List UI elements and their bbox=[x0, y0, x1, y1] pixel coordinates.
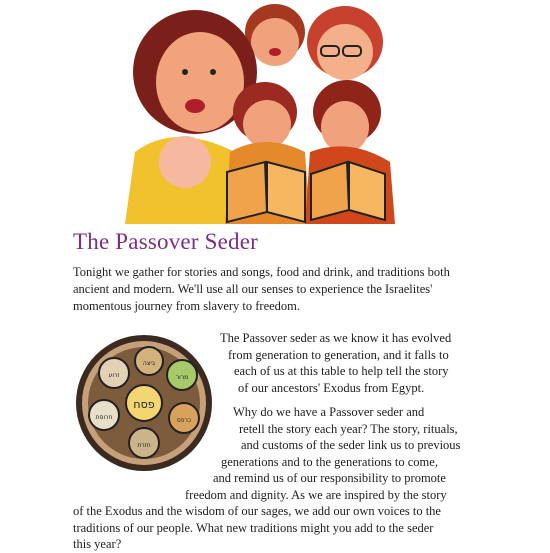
paragraph-why bbox=[73, 404, 460, 553]
paragraph-line: generations and to the generations to come, bbox=[221, 454, 438, 469]
paragraph-evolution bbox=[220, 330, 451, 396]
plate-center-label: פסח bbox=[133, 398, 155, 411]
intro-paragraph: Tonight we gather for stories and songs, food and drink, and traditions both ancient and modern. We'll use all our senses to experience the Israelites' momentous journey from slavery to freedom. bbox=[73, 265, 450, 313]
paragraph-line: each of us at this table to help tell the story bbox=[234, 364, 449, 378]
paragraph-line: Why do we have a Passover seder and bbox=[233, 405, 425, 419]
plate-label: כרפס bbox=[176, 417, 192, 424]
paragraph-line: of the Exodus and the wisdom of our sages, we add our own voices to the bbox=[73, 504, 441, 518]
plate-label: חרוסת bbox=[95, 414, 113, 421]
paragraph-line: from generation to generation, and it falls to bbox=[228, 347, 449, 362]
paragraph-line: freedom and dignity. As we are inspired by the story bbox=[185, 487, 447, 502]
family-illustration bbox=[115, 2, 405, 224]
plate-label: מרור bbox=[175, 374, 189, 381]
plate-label: ביצה bbox=[142, 360, 156, 367]
paragraph-line: The Passover seder as we know it has evolved bbox=[220, 331, 452, 345]
paragraph-line: traditions of our people. What new traditions might you add to the seder bbox=[73, 520, 434, 535]
plate-label: חזרת bbox=[137, 442, 151, 449]
page-title: The Passover Seder bbox=[73, 229, 258, 254]
paragraph-line: this year? bbox=[73, 537, 122, 551]
paragraph-line: retell the story each year? The story, rituals, bbox=[239, 421, 458, 436]
paragraph-line: and remind us of our responsibility to promote bbox=[213, 471, 446, 485]
plate-label: זרוע bbox=[108, 372, 120, 379]
paragraph-line: of our ancestors' Exodus from Egypt. bbox=[238, 380, 425, 395]
paragraph-line: and customs of the seder link us to previous bbox=[241, 438, 461, 452]
